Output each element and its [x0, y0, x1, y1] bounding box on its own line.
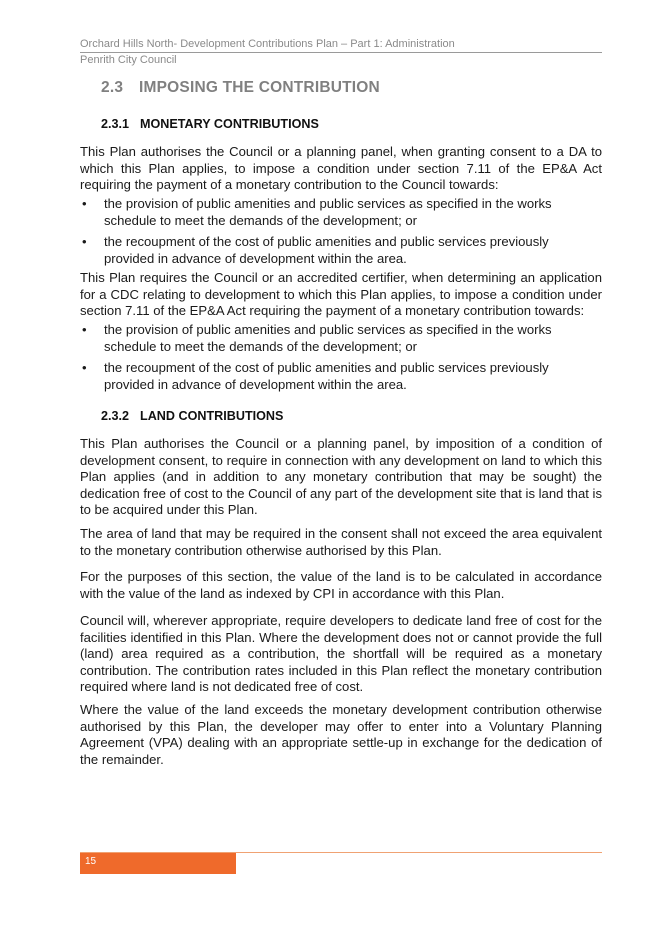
- list-item-text: the recoupment of the cost of public amenities and public services previously provided in advance of development within the area.: [104, 360, 549, 392]
- section-number: 2.3: [101, 79, 124, 96]
- bullet-icon: •: [82, 234, 87, 249]
- land-para-2-block: [80, 526, 602, 559]
- bullet-list: [80, 360, 602, 393]
- running-header: [80, 38, 602, 67]
- list-item-text: the recoupment of the cost of public amenities and public services previously provided in advance of development within the area.: [104, 234, 549, 266]
- page-number: 15: [85, 856, 97, 867]
- bullet-list: [80, 322, 602, 355]
- paragraph: This Plan authorises the Council or a planning panel, when granting consent to a DA to which this Plan applies, to impose a condition under section 7.11 of the EP&A Act requiring the payment of a monetary contribution to the Council towards:: [80, 144, 602, 193]
- paragraph: Where the value of the land exceeds the monetary development contribution otherwise authorised by this Plan, the developer may offer to enter into a Voluntary Planning Agreement (VPA) dealing with an appropriate settle-up in exchange for the dedication of the remainder.: [80, 702, 602, 767]
- subsection-number: 2.3.1: [101, 117, 130, 131]
- subsection-title: LAND CONTRIBUTIONS: [140, 409, 284, 423]
- monetary-para-1-block: [80, 144, 602, 194]
- footer-page-tab: [80, 853, 236, 874]
- organisation-name: Penrith City Council: [80, 54, 177, 66]
- monetary-para-2-block: [80, 270, 602, 320]
- bullet-list: [80, 196, 602, 229]
- section-title: IMPOSING THE CONTRIBUTION: [139, 79, 380, 96]
- land-para-1-block: [80, 436, 602, 519]
- paragraph: This Plan authorises the Council or a planning panel, by imposition of a condition of development consent, to require in connection with any development on land to which this Plan applies (and in addition to any monetary contribution that may be sought) the dedication free of cost to the Council of any part of the development site that is land that is to be acquired under this Plan.: [80, 436, 602, 518]
- list-item-text: the provision of public amenities and public services as specified in the works schedule to meet the demands of the development; or: [104, 322, 552, 354]
- subsection-title: MONETARY CONTRIBUTIONS: [140, 117, 319, 131]
- list-item: [80, 360, 602, 393]
- bullet-list: [80, 234, 602, 267]
- bullet-icon: •: [82, 322, 87, 337]
- paragraph: The area of land that may be required in the consent shall not exceed the area equivalent to the monetary contribution otherwise authorised by this Plan.: [80, 526, 602, 558]
- bullet-icon: •: [82, 196, 87, 211]
- list-item: [80, 234, 602, 267]
- paragraph: For the purposes of this section, the value of the land is to be calculated in accordance with the value of the land as indexed by CPI in accordance with this Plan.: [80, 569, 602, 601]
- header-rule: [80, 52, 602, 53]
- subsection-heading-monetary: [101, 116, 319, 133]
- land-para-5-block: [80, 702, 602, 768]
- subsection-number: 2.3.2: [101, 409, 130, 423]
- section-heading: [101, 80, 380, 97]
- paragraph: This Plan requires the Council or an accredited certifier, when determining an application for a CDC relating to development to which this Plan applies, to impose a condition under section 7.11 of the EP&A Act requiring the payment of a monetary contribution towards:: [80, 270, 602, 319]
- bullet-icon: •: [82, 360, 87, 375]
- land-para-4-block: [80, 613, 602, 696]
- list-item: [80, 196, 602, 229]
- paragraph: Council will, wherever appropriate, require developers to dedicate land free of cost for the facilities identified in this Plan. Where the development does not or cannot provide the full (land) area required as a contribution, the shortfall will be required as a monetary contribution. The contribution rates included in this Plan reflect the monetary contribution required where land is not dedicated free of cost.: [80, 613, 602, 695]
- list-item-text: the provision of public amenities and public services as specified in the works schedule to meet the demands of the development; or: [104, 196, 552, 228]
- land-para-3-block: [80, 569, 602, 602]
- document-title: Orchard Hills North- Development Contributions Plan – Part 1: Administration: [80, 38, 455, 50]
- subsection-heading-land: [101, 408, 283, 425]
- list-item: [80, 322, 602, 355]
